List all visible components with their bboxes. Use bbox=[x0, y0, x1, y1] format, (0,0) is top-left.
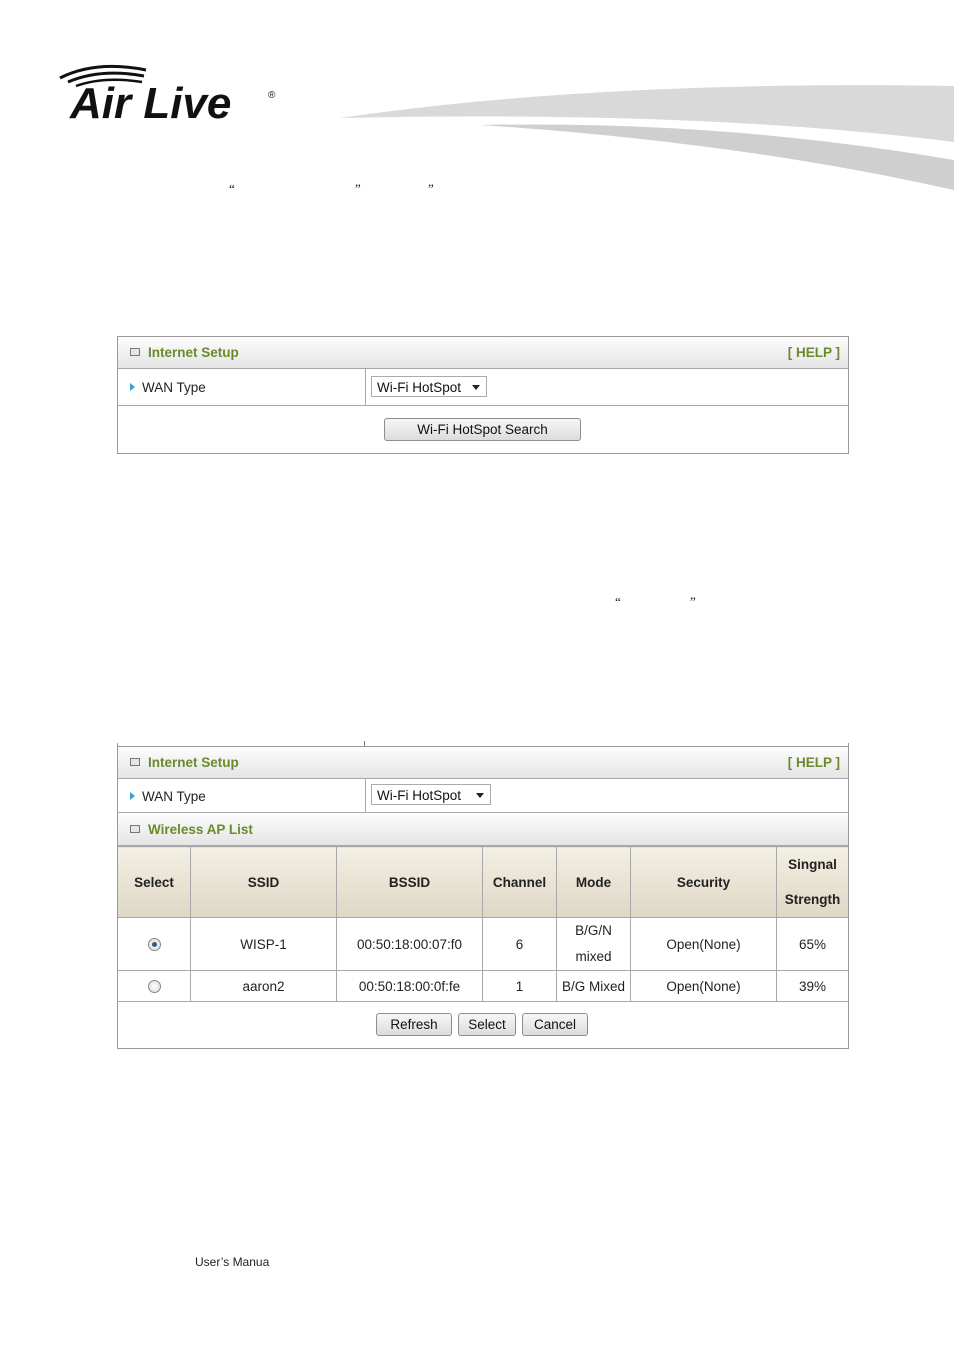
wan-type-label-cell bbox=[118, 369, 366, 405]
ssid-cell: WISP-1 bbox=[191, 918, 337, 971]
col-mode: Mode bbox=[557, 847, 631, 918]
help-link[interactable]: [ HELP ] bbox=[787, 345, 840, 360]
help-link[interactable]: [ HELP ] bbox=[787, 755, 840, 770]
ap-list-title: Wireless AP List bbox=[148, 822, 253, 837]
panel-title: Internet Setup bbox=[148, 345, 239, 360]
channel-cell: 6 bbox=[483, 918, 557, 971]
quote-mark: ” bbox=[428, 181, 434, 196]
panel-title: Internet Setup bbox=[148, 755, 239, 770]
ap-radio-button[interactable] bbox=[148, 980, 161, 993]
wan-type-select[interactable] bbox=[371, 376, 487, 397]
internet-setup-panel bbox=[117, 336, 849, 454]
bssid-cell: 00:50:18:00:0f:fe bbox=[337, 971, 483, 1002]
col-security: Security bbox=[631, 847, 777, 918]
col-signal: Singnal Strength bbox=[777, 847, 849, 918]
table-header-row bbox=[118, 847, 848, 918]
security-cell: Open(None) bbox=[631, 918, 777, 971]
wan-type-select[interactable] bbox=[371, 784, 491, 805]
airlive-logo bbox=[56, 58, 286, 128]
panel-header bbox=[118, 337, 848, 369]
select-button[interactable]: Select bbox=[458, 1013, 516, 1036]
hotspot-search-button[interactable]: Wi-Fi HotSpot Search bbox=[384, 418, 581, 441]
wan-type-label: WAN Type bbox=[142, 380, 206, 395]
ap-radio-button[interactable] bbox=[148, 938, 161, 951]
quote-mark: “ bbox=[615, 594, 621, 609]
wan-type-value: Wi-Fi HotSpot bbox=[377, 380, 462, 395]
panel-header bbox=[118, 747, 848, 779]
section-icon bbox=[130, 348, 140, 356]
wan-type-row bbox=[118, 779, 848, 813]
channel-cell: 1 bbox=[483, 971, 557, 1002]
table-row[interactable] bbox=[118, 971, 848, 1002]
refresh-button[interactable]: Refresh bbox=[376, 1013, 452, 1036]
bullet-arrow-icon bbox=[130, 792, 135, 800]
footer-text: User’s Manua bbox=[195, 1255, 270, 1269]
quote-mark: ” bbox=[690, 594, 696, 609]
signal-cell: 65% bbox=[777, 918, 849, 971]
security-cell: Open(None) bbox=[631, 971, 777, 1002]
wan-type-value: Wi-Fi HotSpot bbox=[377, 788, 462, 803]
button-row bbox=[118, 1002, 848, 1048]
col-channel: Channel bbox=[483, 847, 557, 918]
wan-type-label: WAN Type bbox=[142, 789, 206, 804]
select-cell bbox=[118, 971, 191, 1002]
bullet-arrow-icon bbox=[130, 383, 135, 391]
mode-cell: B/G Mixed bbox=[557, 971, 631, 1002]
bssid-cell: 00:50:18:00:07:f0 bbox=[337, 918, 483, 971]
cancel-button[interactable]: Cancel bbox=[522, 1013, 588, 1036]
wan-type-label-cell bbox=[118, 779, 366, 812]
table-row[interactable] bbox=[118, 918, 848, 971]
logo-text: Air Live bbox=[70, 79, 232, 128]
signal-cell: 39% bbox=[777, 971, 849, 1002]
col-ssid: SSID bbox=[191, 847, 337, 918]
mode-cell: B/G/N mixed bbox=[557, 918, 631, 971]
ssid-cell: aaron2 bbox=[191, 971, 337, 1002]
wireless-ap-panel bbox=[117, 746, 849, 1049]
select-cell bbox=[118, 918, 191, 971]
col-select: Select bbox=[118, 847, 191, 918]
section-icon bbox=[130, 758, 140, 766]
chevron-down-icon bbox=[476, 793, 484, 798]
quote-mark: “ bbox=[229, 181, 235, 196]
ap-list-header bbox=[118, 813, 848, 846]
wan-type-row bbox=[118, 369, 848, 406]
chevron-down-icon bbox=[472, 385, 480, 390]
col-bssid: BSSID bbox=[337, 847, 483, 918]
ap-list-table bbox=[118, 846, 848, 1002]
section-icon bbox=[130, 825, 140, 833]
svg-text:®: ® bbox=[268, 90, 276, 101]
quote-mark: ” bbox=[355, 181, 361, 196]
search-row bbox=[118, 406, 848, 452]
